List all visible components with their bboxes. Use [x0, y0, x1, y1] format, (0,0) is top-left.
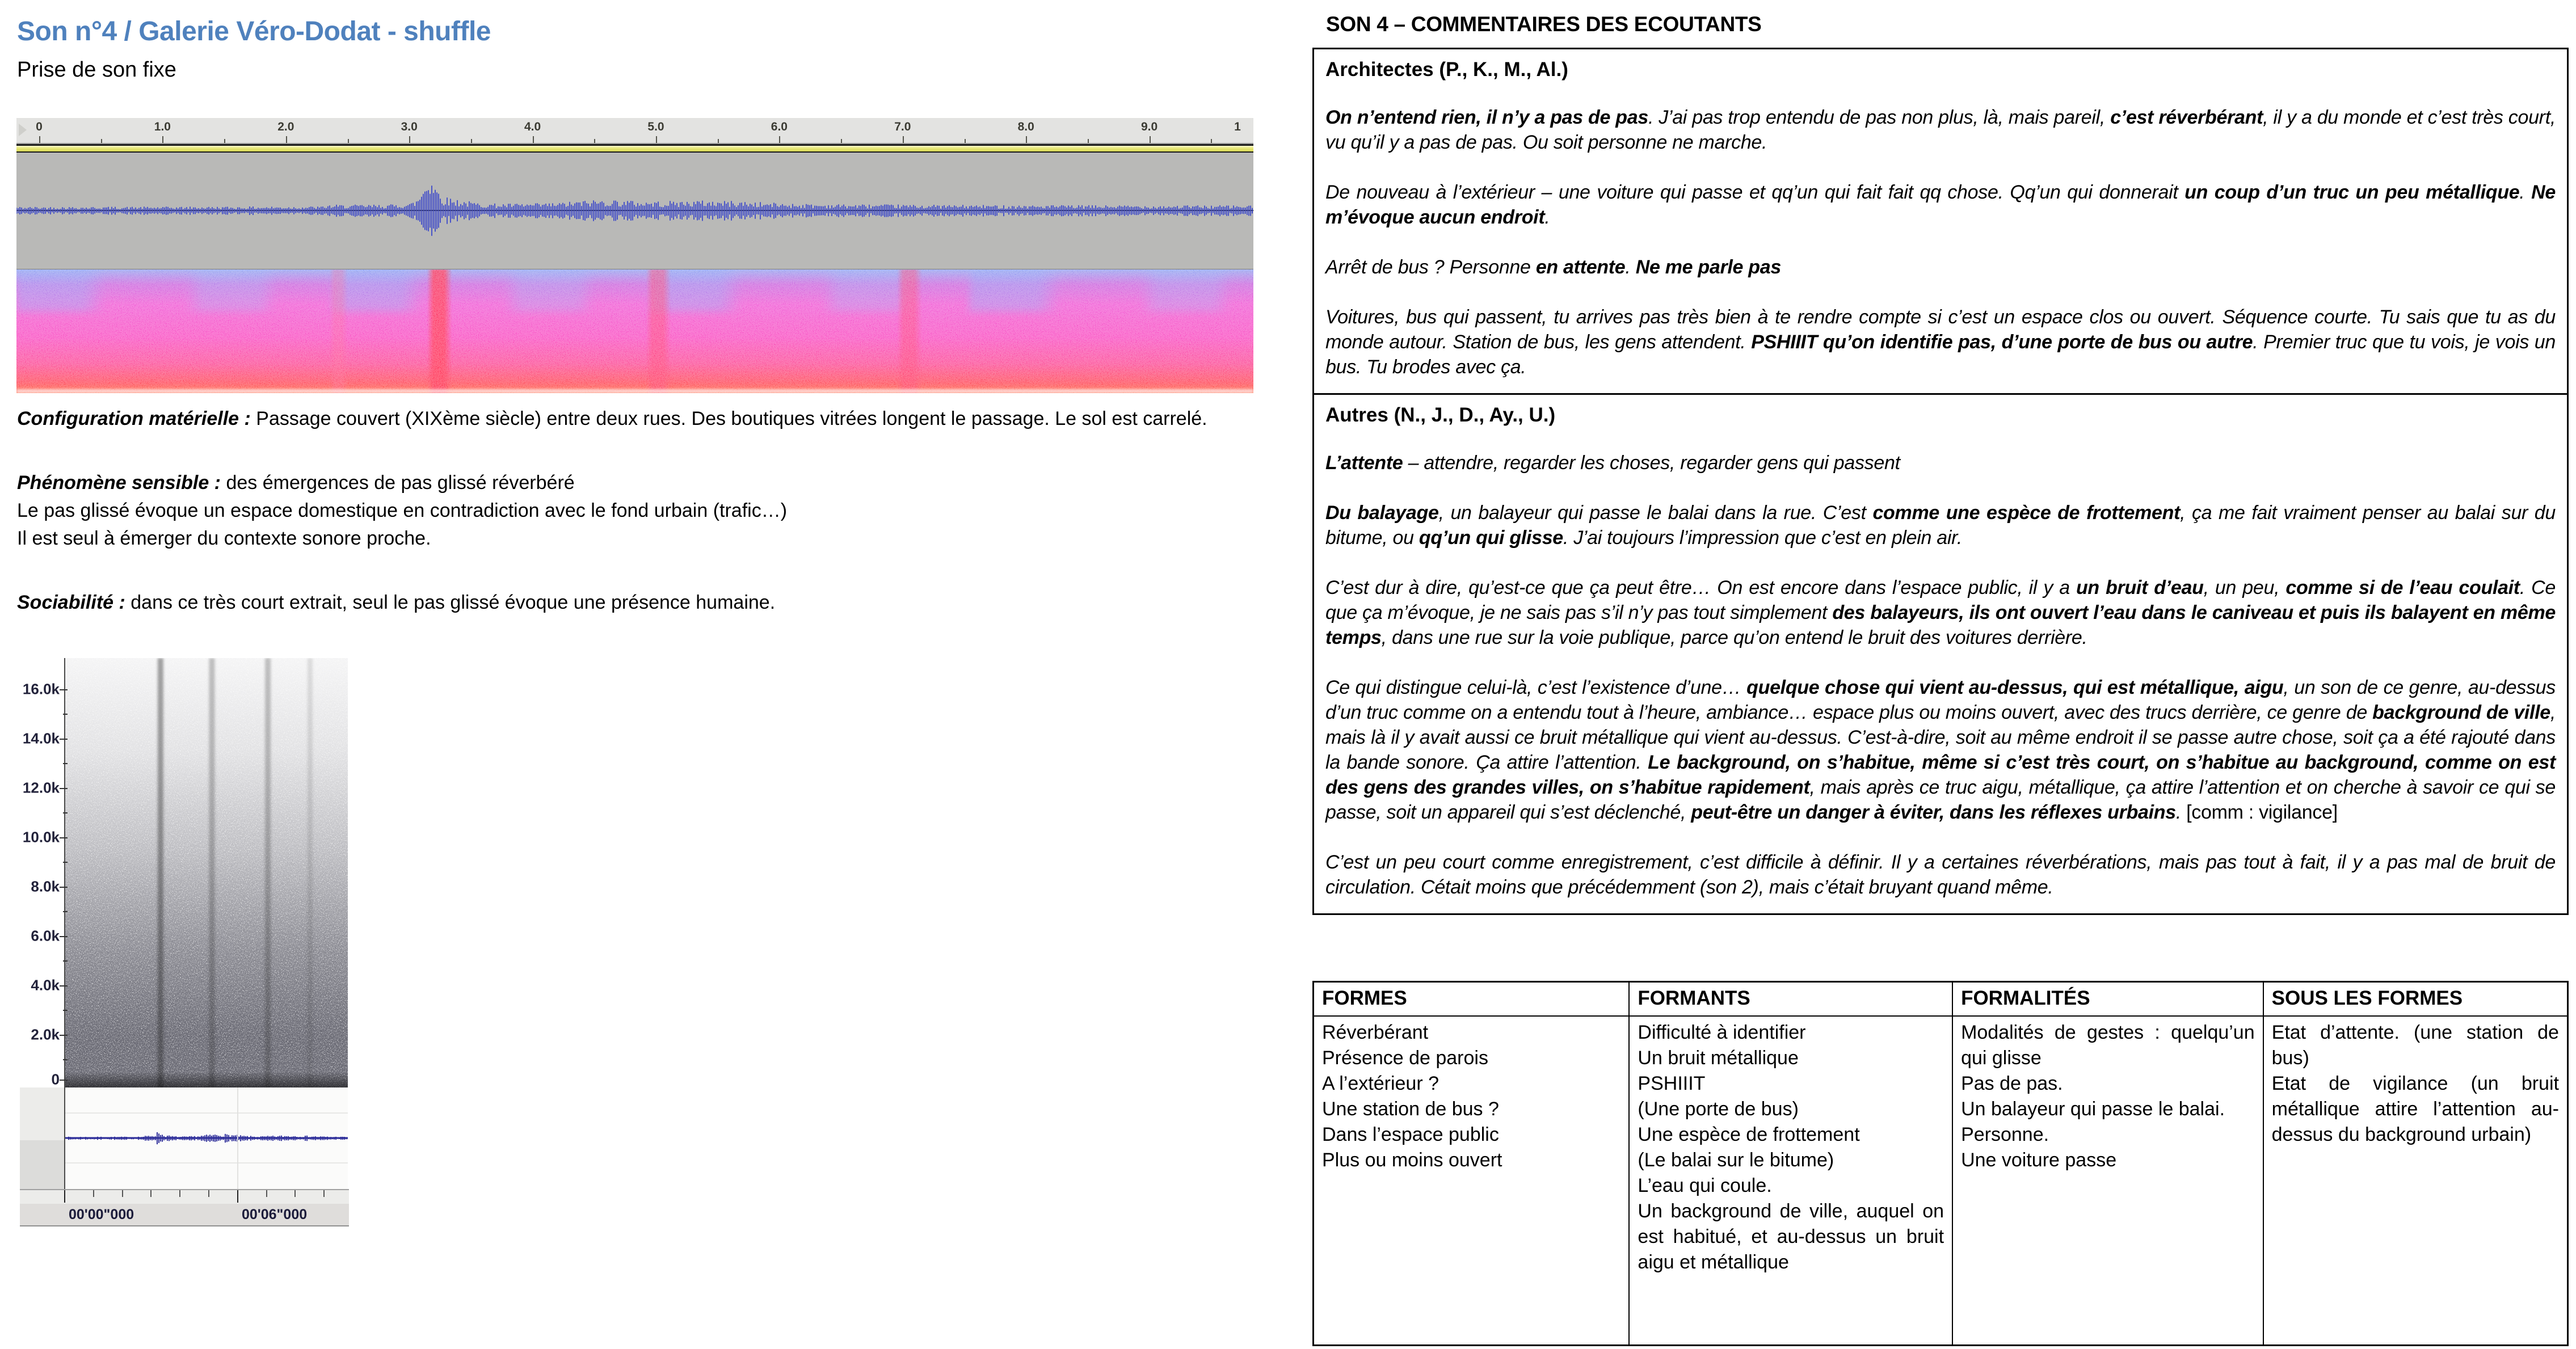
frequency-major-tick	[60, 788, 68, 789]
text-segment: De nouveau à l’extérieur – une voiture qui passe et qq’un qui fait fait qq chose. Qq’un qui donnerait	[1325, 182, 2185, 203]
matrix-cell-line: Etat d’attente. (une station de bus)	[2271, 1022, 2559, 1069]
text-segment: background de ville	[2372, 702, 2550, 723]
comment-paragraph	[1325, 575, 2556, 650]
waveform-graphic	[16, 153, 1253, 269]
matrix-cell-line: Etat de vigilance (un bruit métallique attire l’attention au-dessus du background urbain)	[2271, 1073, 2559, 1145]
text-segment: L’attente	[1325, 452, 1403, 474]
time-minor-tick	[208, 1190, 209, 1197]
frequency-major-tick	[60, 1035, 68, 1036]
matrix-cell-line: Un background de ville, auquel on est habitué, et au-dessus un bruit aigu et métallique	[1638, 1200, 1944, 1273]
matrix-cell-line: Une espèce de frottement	[1638, 1124, 1860, 1145]
section-header: Autres (N., J., D., Ay., U.)	[1325, 404, 1556, 426]
ruler-major-tick	[1026, 136, 1027, 143]
text-segment: . Premier truc que tu vois, je vois un bus. Tu brodes avec ça.	[1325, 331, 2556, 378]
ruler-minor-tick	[1088, 139, 1089, 143]
time-label-row	[20, 1204, 349, 1225]
frequency-major-tick	[60, 739, 68, 740]
spectrogram-noise	[16, 269, 1253, 393]
frequency-minor-tick	[63, 714, 68, 715]
ruler-major-tick	[1150, 136, 1151, 143]
text-segment: , un son de ce genre, au-dessus d’un truc comme on a entendu tout à l’heure, ambiance… espace plus ou moins ouvert, avec des trucs derrière, ce genre de	[1325, 677, 2556, 723]
frequency-major-tick	[60, 936, 68, 937]
gridline	[65, 1112, 348, 1114]
text-segment: Le background, on s’habitue, même si c’est très court, on s’habitue au background, comme on est des gens des grandes villes, on s’habitue rapidement	[1325, 752, 2556, 798]
matrix-column-3	[2264, 1017, 2567, 1344]
frequency-minor-tick	[63, 1010, 68, 1011]
matrix-cell-line: (Une porte de bus)	[1638, 1098, 1799, 1120]
frequency-minor-tick	[63, 911, 68, 912]
text-segment: Configuration matérielle :	[17, 408, 256, 429]
comment-paragraph	[1325, 500, 2556, 550]
ruler-major-tick	[656, 136, 657, 143]
low-frequency-band	[65, 1073, 348, 1087]
text-segment: , mais après ce truc aigu, métallique, ça attire l’attention et on cherche à savoir ce qui se passe, soit un appareil qui s’est déclenché,	[1325, 777, 2556, 823]
event-streaks	[65, 658, 348, 1087]
matrix-cell-line: Modalités de gestes : quelqu’un qui glisse	[1961, 1022, 2255, 1069]
matrix-cell-line: Personne.	[1961, 1124, 2049, 1145]
matrix-header-1: FORMANTS	[1630, 983, 1953, 1017]
frequency-major-tick	[60, 689, 68, 690]
frequency-tick-label: 12.0k	[22, 779, 60, 796]
matrix-cell-line: Pas de pas.	[1961, 1073, 2063, 1094]
ruler-minor-tick	[101, 139, 102, 143]
description-paragraph	[17, 525, 1253, 553]
time-axis	[20, 1189, 349, 1226]
sound-subtitle: Prise de son fixe	[17, 58, 176, 82]
mini-waveform-plot	[64, 1087, 348, 1189]
ruler-tick-label: 0	[36, 120, 43, 133]
time-minor-tick	[122, 1190, 123, 1197]
section-architectes	[1314, 49, 2567, 393]
mini-waveform-graphic	[65, 1087, 348, 1189]
text-segment: [comm : vigilance]	[2186, 802, 2338, 823]
text-segment: en attente	[1535, 256, 1626, 278]
section-header: Architectes (P., K., M., Al.)	[1325, 58, 1568, 81]
ruler-tick-label: 5.0	[647, 120, 664, 133]
matrix-body-row	[1314, 1017, 2567, 1344]
matrix-column-2	[1953, 1017, 2264, 1344]
matrix-column-1	[1630, 1017, 1953, 1344]
text-segment: comme une espèce de frottement	[1872, 502, 2181, 524]
frequency-tick-label: 4.0k	[31, 976, 60, 994]
text-segment: .	[1544, 206, 1550, 228]
sound-title: Son n°4 / Galerie Véro-Dodat - shuffle	[17, 16, 491, 47]
frequency-tick-label: 16.0k	[22, 680, 60, 698]
text-segment: , un peu,	[2203, 577, 2286, 598]
ruler-major-tick	[779, 136, 780, 143]
matrix-cell-line: L’eau qui coule.	[1638, 1175, 1772, 1196]
text-segment: des émergences de pas glissé réverbéré	[226, 472, 575, 494]
matrix-cell-line: Un bruit métallique	[1638, 1047, 1799, 1069]
time-minor-tick	[179, 1190, 180, 1197]
text-segment: comme si de l’eau coulait	[2285, 577, 2520, 598]
time-tick-label: 00'06"000	[242, 1207, 308, 1222]
text-segment: C’est un peu court comme enregistrement, c’est difficile à définir. Il y a certaines réverbérations, mais pas tout à fait, il y a pas mal de bruit de circulation. Cétait moins que précédemment (son 2), mais c’était bruyant quand même.	[1325, 851, 2556, 898]
text-segment: PSHIIIT qu’on identifie pas, d’une porte de bus ou autre	[1751, 331, 2253, 353]
matrix-cell-line: A l’extérieur ?	[1322, 1073, 1439, 1094]
text-segment: , un balayeur qui passe le balai dans la rue. C’est	[1438, 502, 1873, 524]
comment-paragraph	[1325, 105, 2556, 155]
matrix-cell-line: Une station de bus ?	[1322, 1098, 1499, 1120]
matrix-cell-line: Présence de parois	[1322, 1047, 1488, 1069]
text-segment: un coup d’un truc un peu métallique	[2184, 182, 2520, 203]
ruler-tick-label: 2.0	[277, 120, 294, 133]
text-segment: des balayeurs, ils ont ouvert l’eau dans le caniveau et puis ils balayent en même temps	[1325, 602, 2556, 648]
ruler-major-tick	[533, 136, 534, 143]
frequency-major-tick	[60, 1080, 68, 1081]
comments-table	[1312, 48, 2569, 915]
text-segment: Voitures, bus qui passent, tu arrives pas très bien à te rendre compte si c’est un espace clos ou ouvert. Séquence courte. Tu sais que tu as du monde autour. Station de bus, les gens attendent.	[1325, 306, 2556, 353]
text-segment: . J’ai toujours l’impression que c’est en plein air.	[1563, 527, 1963, 549]
selection-strip	[16, 146, 1253, 151]
description-paragraph	[17, 405, 1253, 433]
text-segment: , mais là il y avait aussi ce bruit métallique qui vient au-dessus. C’est-à-dire, soit au même endroit il se passe autre chose, soit ça a été rajouté dans la bande sonore. Ça attire l’attention.	[1325, 702, 2556, 773]
text-segment: Sociabilité :	[17, 592, 131, 613]
matrix-cell-line: Dans l’espace public	[1322, 1124, 1499, 1145]
text-segment: qq’un qui glisse	[1419, 527, 1563, 549]
comment-paragraph	[1325, 450, 2556, 475]
frequency-minor-tick	[63, 1059, 68, 1060]
gridline-6s	[237, 1087, 238, 1189]
frequency-tick-label: 10.0k	[22, 828, 60, 846]
text-segment: dans ce très court extrait, seul le pas glissé évoque une présence humaine.	[131, 592, 776, 613]
frequency-minor-tick	[63, 960, 68, 962]
frequency-tick-label: 0	[51, 1070, 60, 1088]
comment-paragraph	[1325, 305, 2556, 380]
matrix-cell-line: Difficulté à identifier	[1638, 1022, 1806, 1043]
ruler-minor-tick	[471, 139, 472, 143]
text-segment: Du balayage	[1325, 502, 1439, 524]
spectrogram-plot	[64, 658, 348, 1087]
text-segment: Ce qui distingue celui-là, c’est l’existence d’une…	[1325, 677, 1747, 698]
mini-waveform-panel	[20, 1087, 349, 1189]
time-minor-tick	[294, 1190, 296, 1197]
frequency-major-tick	[60, 887, 68, 888]
ruler-major-tick	[162, 136, 163, 143]
ruler-tick-label: 9.0	[1140, 120, 1158, 133]
description-paragraph	[17, 469, 1253, 497]
playhead-icon	[19, 124, 27, 136]
time-minor-tick	[323, 1190, 325, 1197]
matrix-header-3: SOUS LES FORMES	[2264, 983, 2567, 1017]
ruler-major-tick	[39, 136, 40, 143]
time-minor-tick	[266, 1190, 267, 1197]
time-minor-tick	[93, 1190, 94, 1197]
gridline	[65, 1162, 348, 1163]
time-major-tick	[237, 1190, 238, 1203]
ruler-tick-label: 7.0	[894, 120, 911, 133]
comment-paragraph	[1325, 850, 2556, 900]
comment-paragraph	[1325, 675, 2556, 825]
matrix-cell-line: Plus ou moins ouvert	[1322, 1149, 1502, 1171]
text-segment: Phénomène sensible :	[17, 472, 226, 494]
matrix-header-2: FORMALITÉS	[1953, 983, 2264, 1017]
text-segment: peut-être un danger à éviter, dans les réflexes urbains	[1691, 802, 2176, 823]
text-segment: On n’entend rien, il n’y a pas de pas	[1325, 107, 1648, 128]
spectrogram-bottom-highlight	[16, 389, 1253, 393]
ruler-tick-label: 8.0	[1017, 120, 1034, 133]
matrix-cell-line: Réverbérant	[1322, 1022, 1429, 1043]
frequency-major-tick	[60, 985, 68, 987]
text-segment: un bruit d’eau	[2076, 577, 2204, 598]
text-segment: . J’ai pas trop entendu de pas non plus, là, mais pareil,	[1648, 107, 2111, 128]
frequency-tick-label: 6.0k	[31, 927, 60, 945]
text-segment: – attendre, regarder les choses, regarder gens qui passent	[1403, 452, 1900, 474]
ruler-tick-label: 1.0	[154, 120, 171, 133]
time-tick-label: 00'00"000	[69, 1207, 134, 1222]
text-segment: Le pas glissé évoque un espace domestique en contradiction avec le fond urbain (trafic…)	[17, 500, 788, 521]
text-segment: Ne me parle pas	[1635, 256, 1781, 278]
ruler-major-tick	[409, 136, 410, 143]
text-segment: , il y a du monde et c’est très court, vu qu’il y a pas de pas. Ou soit personne ne marche.	[1325, 107, 2556, 153]
ruler-minor-tick	[594, 139, 595, 143]
audio-editor-screenshot	[16, 118, 1253, 393]
ruler-minor-tick	[718, 139, 719, 143]
text-segment: C’est dur à dire, qu’est-ce que ça peut être… On est encore dans l’espace public, il y a	[1325, 577, 2076, 598]
waveform-track	[16, 153, 1253, 269]
time-major-tick	[64, 1190, 65, 1203]
frequency-tick-label: 14.0k	[22, 730, 60, 747]
ruler-tick-label: 1	[1234, 120, 1241, 133]
ruler-minor-tick	[224, 139, 225, 143]
matrix-cell-line: (Le balai sur le bitume)	[1638, 1149, 1834, 1171]
text-segment: .	[2519, 182, 2532, 203]
section-autres	[1314, 393, 2567, 913]
ruler-tick-label: 4.0	[524, 120, 541, 133]
text-segment: .	[2175, 802, 2187, 823]
matrix-header-row	[1314, 983, 2567, 1017]
comments-title: SON 4 – COMMENTAIRES DES ECOUTANTS	[1326, 12, 1762, 36]
text-segment: Ne m’évoque aucun endroit	[1325, 182, 2556, 228]
text-segment: , ça me fait vraiment penser au balai sur du bitume, ou	[1325, 502, 2556, 549]
matrix-cell-line: Une voiture passe	[1961, 1149, 2117, 1171]
text-segment: , dans une rue sur la voie publique, parce qu’on entend le bruit des voitures derrière.	[1381, 627, 2087, 648]
ruler-minor-tick	[841, 139, 842, 143]
ruler-major-tick	[286, 136, 287, 143]
matrix-header-0: FORMES	[1314, 983, 1630, 1017]
matrix-column-0	[1314, 1017, 1630, 1344]
text-segment: Il est seul à émerger du contexte sonore proche.	[17, 528, 431, 549]
description-paragraph	[17, 497, 1253, 525]
ruler-minor-tick	[965, 139, 966, 143]
frequency-tick-label: 2.0k	[31, 1026, 60, 1043]
formes-matrix-table	[1312, 981, 2569, 1346]
matrix-cell-line: PSHIIIT	[1638, 1073, 1706, 1094]
text-segment: Arrêt de bus ? Personne	[1325, 256, 1536, 278]
ruler-minor-tick	[1211, 139, 1212, 143]
frequency-major-tick	[60, 837, 68, 838]
text-segment: c’est réverbérant	[2110, 107, 2263, 128]
ruler-major-tick	[903, 136, 904, 143]
timeline-ruler	[16, 118, 1253, 144]
frequency-minor-tick	[63, 812, 68, 813]
matrix-cell-line: Un balayeur qui passe le balai.	[1961, 1098, 2225, 1120]
frequency-tick-label: 8.0k	[31, 878, 60, 895]
ruler-tick-label: 6.0	[771, 120, 788, 133]
panel-gutter	[20, 1087, 64, 1189]
ruler-minor-tick	[348, 139, 349, 143]
comment-paragraph	[1325, 255, 2556, 280]
spectrogram-track	[16, 269, 1253, 393]
description-paragraph	[17, 589, 1253, 617]
text-segment: . Ce que ça m’évoque, je ne sais pas s’il n’y pas tout simplement	[1325, 577, 2556, 623]
text-segment: .	[1625, 256, 1636, 278]
text-segment: quelque chose qui vient au-dessus, qui est métallique, aigu	[1746, 677, 2284, 698]
ruler-tick-label: 3.0	[401, 120, 418, 133]
frequency-minor-tick	[63, 862, 68, 863]
time-minor-tick	[150, 1190, 151, 1197]
comment-paragraph	[1325, 180, 2556, 230]
left-description-text	[17, 405, 1253, 617]
frequency-minor-tick	[63, 763, 68, 764]
text-segment: Passage couvert (XIXème siècle) entre deux rues. Des boutiques vitrées longent le passage. Le sol est carrelé.	[256, 408, 1207, 429]
frequency-spectrogram-screenshot	[20, 656, 349, 1225]
